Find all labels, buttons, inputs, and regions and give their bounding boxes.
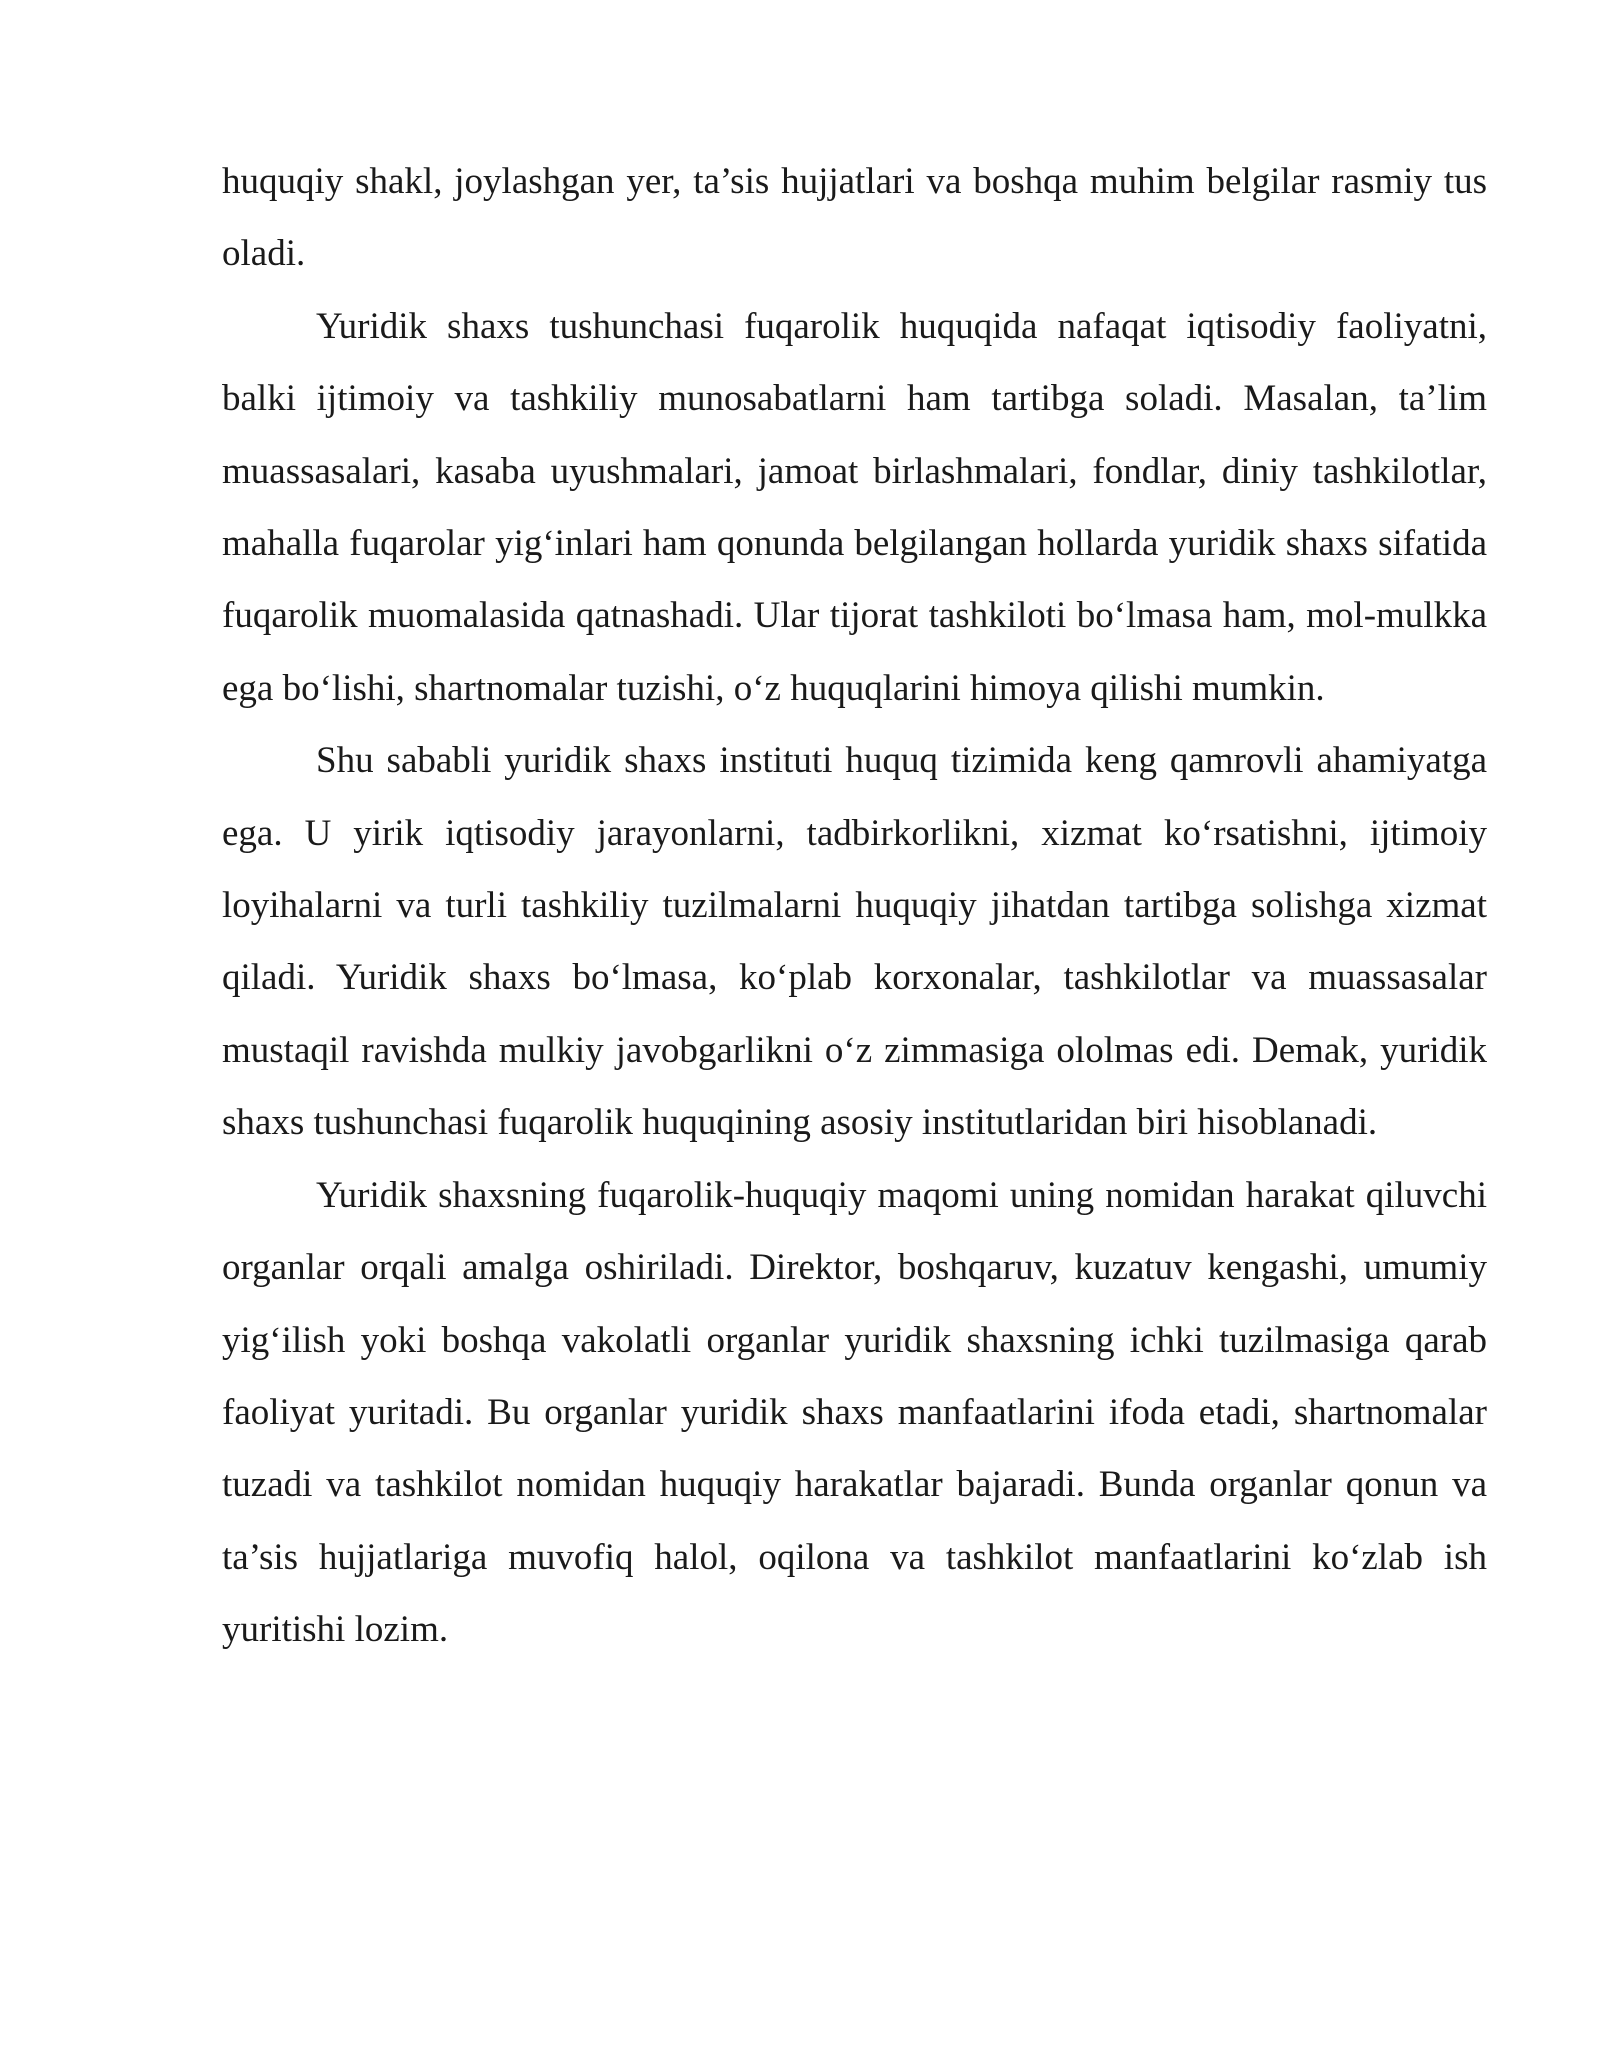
paragraph-2: Yuridik shaxs tushunchasi fuqarolik huquqida nafaqat iqtisodiy faoliyatni, balki ijtimoiy va tashkiliy munosabatlarni ham tartibga soladi. Masalan, ta’lim muassasalari, kasaba uyushmalari, jamoat birlashmalari, fondlar, diniy tashkilotlar, mahalla fuqarolar yig‘inlari ham qonunda belgilangan hollarda yuridik shaxs sifatida fuqarolik muomalasida qatnashadi. Ular tijorat tashkiloti bo‘lmasa ham, mol-mulkka ega bo‘lishi, shartnomalar tuzishi, o‘z huquqlarini himoya qilishi mumkin. xyxy=(222,305,1487,709)
paragraph-1: huquqiy shakl, joylashgan yer, ta’sis hujjatlari va boshqa muhim belgilar rasmiy tus oladi. xyxy=(222,161,1487,275)
document-body xyxy=(222,146,1487,1667)
paragraph-3: Shu sababli yuridik shaxs instituti huquq tizimida keng qamrovli ahamiyatga ega. U yirik iqtisodiy jarayonlarni, tadbirkorlikni, xizmat ko‘rsatishni, ijtimoiy loyihalarni va turli tashkiliy tuzilmalarni huquqiy jihatdan tartibga solishga xizmat qiladi. Yuridik shaxs bo‘lmasa, ko‘plab korxonalar, tashkilotlar va muassasalar mustaqil ravishda mulkiy javobgarlikni o‘z zimmasiga ololmas edi. Demak, yuridik shaxs tushunchasi fuqarolik huquqining asosiy institutlaridan biri hisoblanadi. xyxy=(222,740,1487,1144)
paragraph-4: Yuridik shaxsning fuqarolik-huquqiy maqomi uning nomidan harakat qiluvchi organlar orqali amalga oshiriladi. Direktor, boshqaruv, kuzatuv kengashi, umumiy yig‘ilish yoki boshqa vakolatli organlar yuridik shaxsning ichki tuzilmasiga qarab faoliyat yuritadi. Bu organlar yuridik shaxs manfaatlarini ifoda etadi, shartnomalar tuzadi va tashkilot nomidan huquqiy harakatlar bajaradi. Bunda organlar qonun va ta’sis hujjatlariga muvofiq halol, oqilona va tashkilot manfaatlarini ko‘zlab ish yuritishi lozim. xyxy=(222,1174,1487,1651)
